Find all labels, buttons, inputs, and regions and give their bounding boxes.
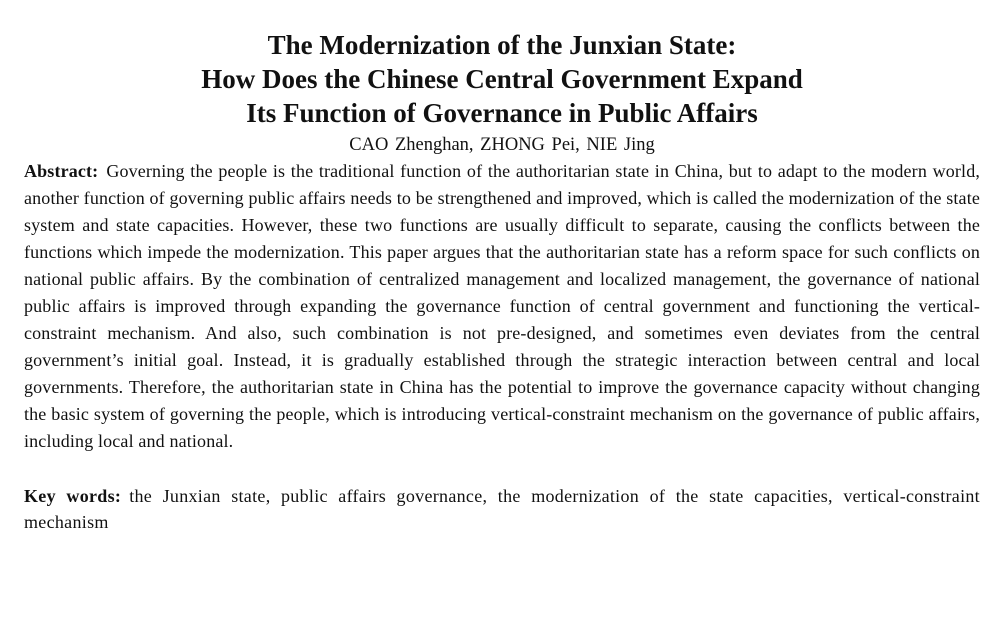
keywords-section [24,483,980,535]
title-line: Its Function of Governance in Public Affairs [246,98,758,128]
keywords-label: Key words: [24,486,122,506]
abstract-text: Governing the people is the traditional function of the authoritarian state in China, but to adapt to the modern world, another function of governing public affairs needs to be strengthened and improved, which is called the modernization of the state system and state capacities. However, these two functions are usually difficult to separate, causing the conflicts between the functions which impede the modernization. This paper argues that the authoritarian state has a reform space for such conflicts on national public affairs. By the combination of centralized management and localized management, the governance of national public affairs is improved through expanding the governance function of central government and functioning the vertical-constraint mechanism. And also, such combination is not pre-designed, and sometimes even deviates from the central government’s initial goal. Instead, it is gradually established through the strategic interaction between central and local governments. Therefore, the authoritarian state in China has the potential to improve the governance capacity without changing the basic system of governing the people, which is introducing vertical-constraint mechanism on the governance of public affairs, including local and national. [24,161,980,451]
author-list: CAO Zhenghan, ZHONG Pei, NIE Jing [349,135,655,155]
paper-title [24,28,980,130]
title-line: The Modernization of the Junxian State: [267,30,737,60]
keywords-text: the Junxian state, public affairs governance, the modernization of the state capacities, vertical-constraint mechanism [24,486,980,532]
abstract-section [24,158,980,455]
title-line: How Does the Chinese Central Government Expand [201,64,803,94]
abstract-label: Abstract: [24,161,99,181]
paper-page [24,28,980,535]
